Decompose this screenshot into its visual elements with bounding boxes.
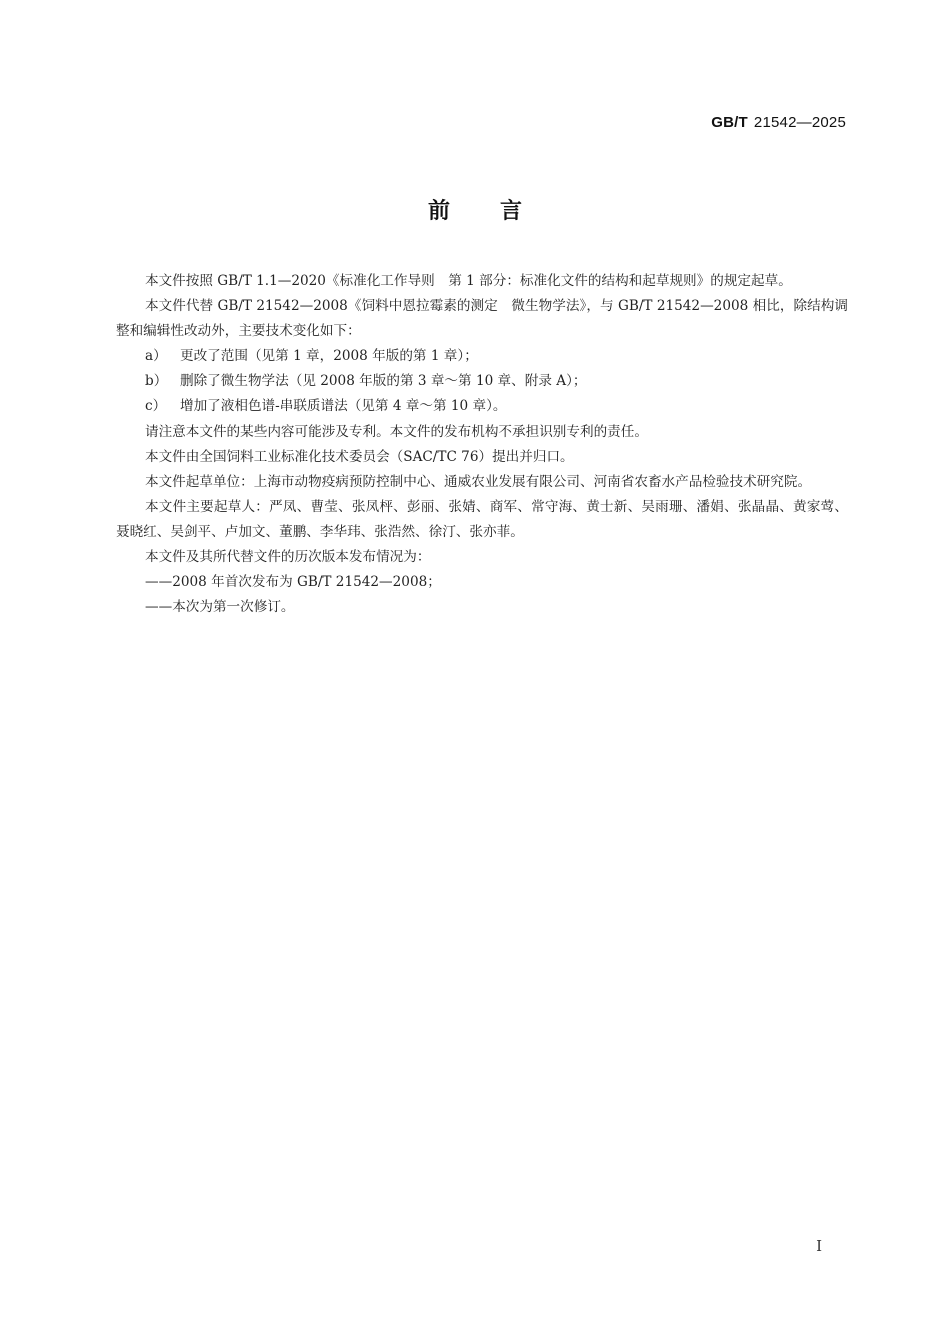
paragraph-replacement: 本文件代替 GB/T 21542—2008《饲料中恩拉霉素的测定 微生物学法》，与 GB/T 21542—2008 相比，除结构调整和编辑性改动外，主要技术变化如下：	[116, 298, 848, 340]
list-item-change-b	[116, 369, 848, 394]
standard-prefix: GB/T	[711, 114, 748, 131]
list-marker: a）	[145, 348, 167, 365]
page-number: I	[816, 1237, 822, 1255]
paragraph-drafters: 本文件主要起草人：严凤、曹莹、张凤枰、彭丽、张婧、商军、常守海、黄士新、吴雨珊、潘娟、张晶晶、黄家莺、聂晓红、吴剑平、卢加文、董鹏、李华玮、张浩然、徐汀、张亦菲。	[116, 498, 848, 540]
standard-code: 21542—2025	[753, 114, 846, 131]
list-item-change-c	[116, 394, 848, 419]
list-text: 删除了微生物学法（见 2008 年版的第 3 章～第 10 章、附录 A）；	[180, 373, 587, 390]
list-text: 增加了液相色谱-串联质谱法（见第 4 章～第 10 章）。	[180, 398, 507, 415]
list-marker: b）	[145, 373, 168, 390]
paragraph-patent-notice: 请注意本文件的某些内容可能涉及专利。本文件的发布机构不承担识别专利的责任。	[145, 423, 648, 440]
list-marker: c）	[145, 398, 167, 415]
standard-number	[711, 114, 846, 131]
paragraph-drafting-units: 本文件起草单位：上海市动物疫病预防控制中心、通威农业发展有限公司、河南省农畜水产品检验技术研究院。	[145, 473, 812, 490]
history-item-current: ——本次为第一次修订。	[145, 599, 295, 616]
history-item-2008: ——2008 年首次发布为 GB/T 21542—2008；	[145, 574, 441, 591]
list-item-change-a	[116, 344, 848, 369]
foreword-body	[116, 269, 848, 620]
page-title: 前言	[427, 199, 572, 224]
list-text: 更改了范围（见第 1 章，2008 年版的第 1 章）；	[180, 348, 478, 365]
paragraph-drafting-rules: 本文件按照 GB/T 1.1—2020《标准化工作导则 第 1 部分：标准化文件的结构和起草规则》的规定起草。	[145, 273, 792, 289]
paragraph-committee: 本文件由全国饲料工业标准化技术委员会（SAC/TC 76）提出并归口。	[145, 448, 574, 465]
paragraph-version-history: 本文件及其所代替文件的历次版本发布情况为：	[145, 549, 431, 566]
